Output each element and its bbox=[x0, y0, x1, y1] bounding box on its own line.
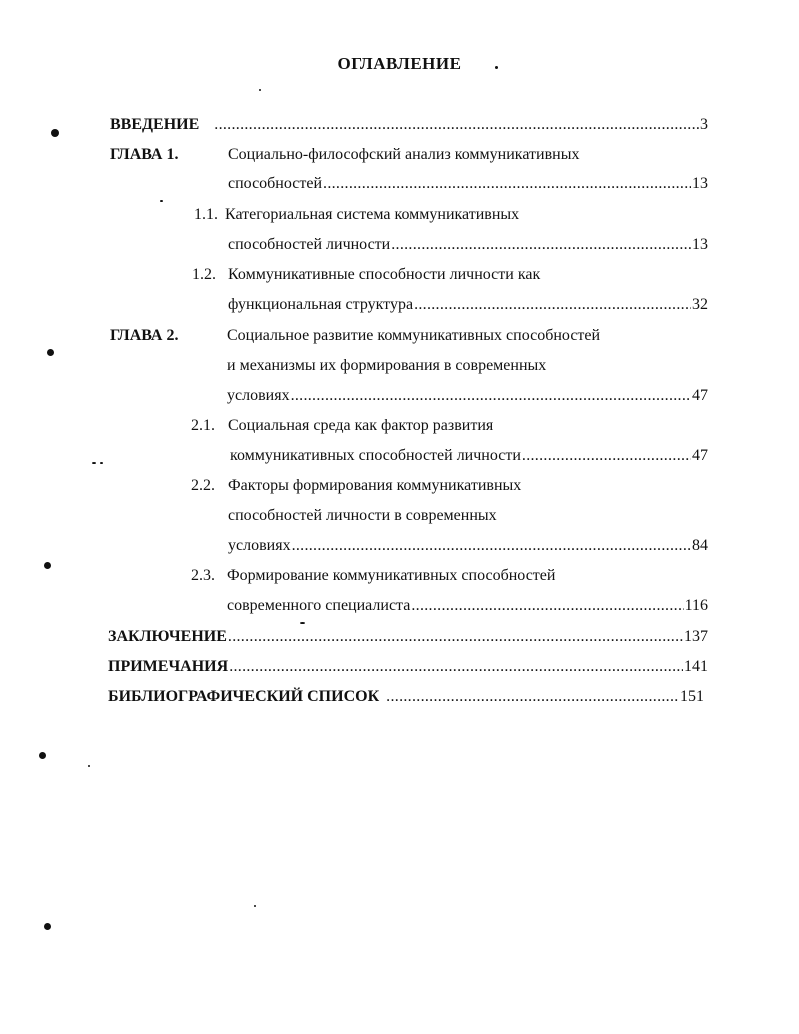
toc-page-number: 141 bbox=[684, 658, 708, 675]
section-title-line bbox=[228, 535, 708, 557]
leader-dots bbox=[391, 234, 691, 256]
toc-entry-notes bbox=[108, 656, 708, 678]
toc-entry-label: ЗАКЛЮЧЕНИЕ bbox=[108, 628, 227, 645]
chapter-title-text: условиях bbox=[227, 387, 290, 404]
section-title-text: коммуникативных способностей личности bbox=[230, 447, 521, 464]
leader-dots bbox=[292, 535, 691, 557]
section-title-text: функциональная структура bbox=[228, 296, 414, 313]
scan-speck bbox=[160, 200, 163, 202]
section-title-line: Факторы формирования коммуникативных bbox=[228, 477, 522, 494]
toc-page-number: 32 bbox=[692, 296, 708, 313]
section-title-line bbox=[228, 234, 708, 256]
toc-page-number: 84 bbox=[692, 537, 708, 554]
scan-speck bbox=[100, 462, 103, 464]
section-title-line bbox=[227, 595, 708, 617]
toc-entry-intro bbox=[110, 114, 708, 136]
toc-page-number: 47 bbox=[692, 387, 708, 404]
section-title-line bbox=[230, 445, 708, 467]
toc-page-number: 13 bbox=[692, 175, 708, 192]
chapter-title-text: способностей bbox=[228, 175, 323, 192]
toc-entry-bibliography bbox=[108, 686, 704, 708]
leader-dots bbox=[386, 686, 679, 708]
chapter-title-line: Социально-философский анализ коммуникативных bbox=[228, 146, 580, 163]
section-title-text: способностей личности bbox=[228, 236, 391, 253]
scan-speck bbox=[44, 562, 51, 569]
toc-entry-conclusion bbox=[108, 626, 708, 648]
leader-dots bbox=[414, 294, 691, 316]
toc-page-number: 13 bbox=[692, 236, 708, 253]
toc-entry-label: БИБЛИОГРАФИЧЕСКИЙ СПИСОК bbox=[108, 688, 380, 705]
toc-page-number: 116 bbox=[684, 597, 708, 614]
scan-speck bbox=[495, 66, 498, 69]
leader-dots bbox=[229, 656, 683, 678]
scan-speck bbox=[39, 752, 46, 759]
section-title-text: условиях bbox=[228, 537, 291, 554]
leader-dots bbox=[411, 595, 683, 617]
section-number: 2.1. bbox=[191, 417, 215, 434]
leader-dots bbox=[228, 626, 683, 648]
chapter-title-line: и механизмы их формирования в современных bbox=[227, 357, 547, 374]
scan-speck bbox=[44, 923, 51, 930]
section-title-line bbox=[228, 294, 708, 316]
toc-page-number: 137 bbox=[684, 628, 708, 645]
chapter-label: ГЛАВА 2. bbox=[110, 327, 179, 344]
section-number: 2.2. bbox=[191, 477, 215, 494]
page-title: ОГЛАВЛЕНИЕ bbox=[337, 54, 462, 73]
section-number: 2.3. bbox=[191, 567, 215, 584]
chapter-title-line bbox=[228, 173, 708, 195]
section-title-line: Формирование коммуникативных способностей bbox=[227, 567, 556, 584]
section-number: 1.1. bbox=[194, 206, 218, 223]
section-title-line: способностей личности в современных bbox=[228, 507, 497, 524]
chapter-label: ГЛАВА 1. bbox=[110, 146, 179, 163]
scan-speck bbox=[92, 462, 96, 464]
scan-speck bbox=[47, 349, 54, 356]
leader-dots bbox=[323, 173, 691, 195]
toc-page-number: 3 bbox=[700, 116, 708, 133]
scan-speck bbox=[259, 89, 261, 91]
section-title-line: Коммуникативные способности личности как bbox=[228, 266, 541, 283]
scan-speck bbox=[88, 765, 90, 767]
toc-page-number: 151 bbox=[680, 688, 704, 705]
toc-entry-label: ПРИМЕЧАНИЯ bbox=[108, 658, 229, 675]
toc-page-number: 47 bbox=[692, 447, 708, 464]
scan-speck bbox=[300, 622, 305, 624]
chapter-title-line: Социальное развитие коммуникативных способностей bbox=[227, 327, 601, 344]
section-title-line: Социальная среда как фактор развития bbox=[228, 417, 494, 434]
section-number: 1.2. bbox=[192, 266, 216, 283]
leader-dots bbox=[291, 385, 691, 407]
scan-speck bbox=[254, 905, 256, 907]
toc-entry-label: ВВЕДЕНИЕ bbox=[110, 116, 200, 133]
leader-dots bbox=[522, 445, 691, 467]
scan-speck bbox=[51, 129, 59, 137]
chapter-title-line bbox=[227, 385, 708, 407]
section-title-line: Категориальная система коммуникативных bbox=[225, 206, 520, 223]
section-title-text: современного специалиста bbox=[227, 597, 411, 614]
leader-dots bbox=[214, 114, 699, 136]
